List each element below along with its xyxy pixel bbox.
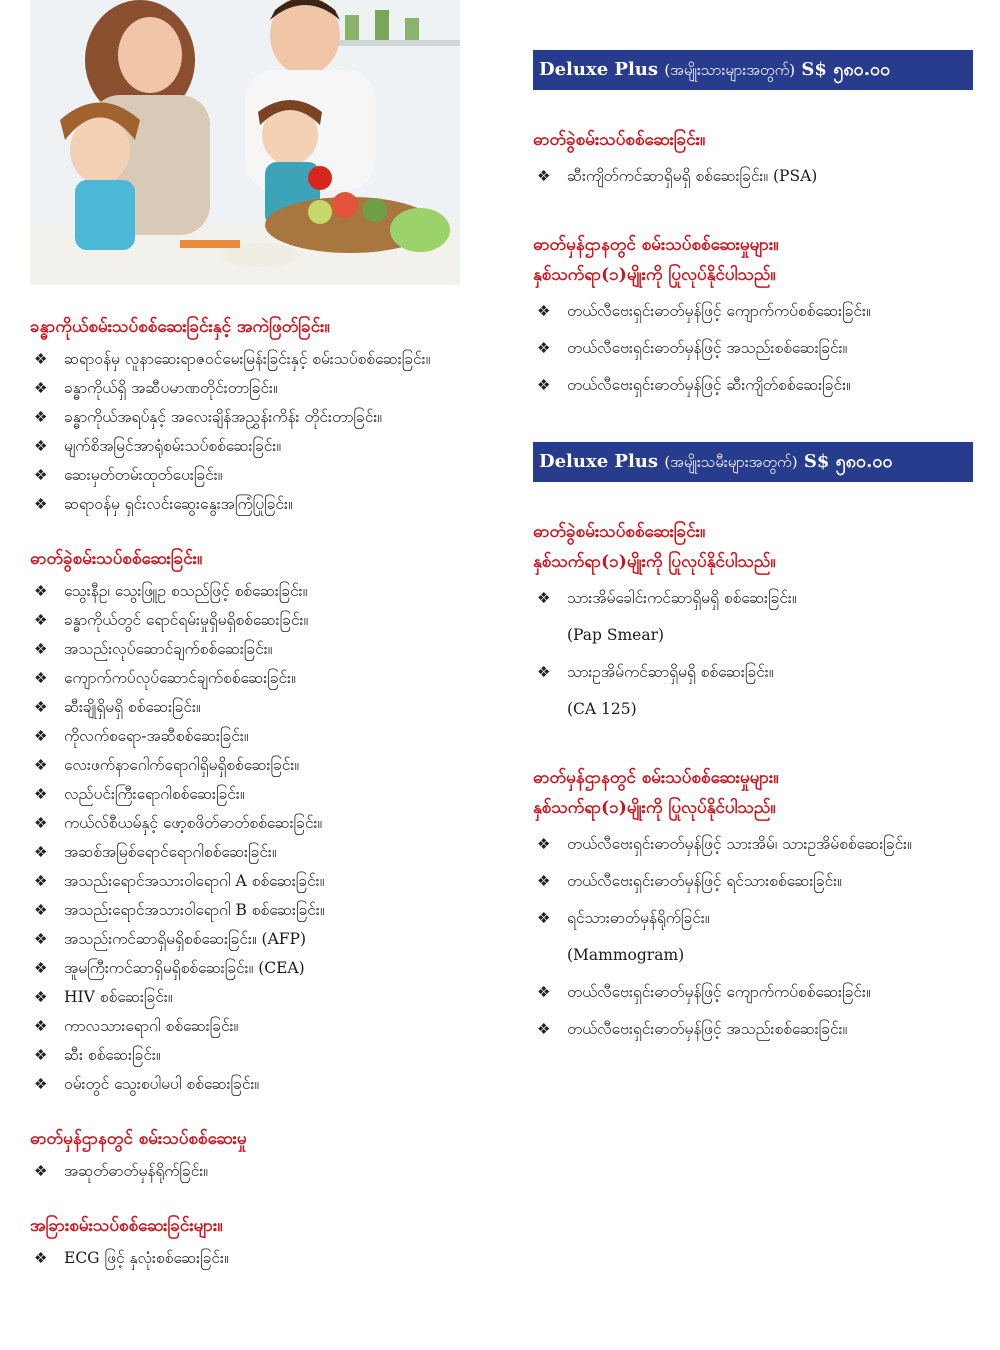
list-item xyxy=(533,654,973,691)
item-text: ဆီးကျိတ်ကင်ဆာရှိမရှိ စစ်ဆေးခြင်း။ (PSA) xyxy=(567,167,818,185)
item-text: လည်ပင်းကြီးရောဂါစစ်ဆေးခြင်း။ xyxy=(64,785,245,803)
female-package-banner xyxy=(533,442,973,482)
spacer xyxy=(533,90,973,128)
spacer xyxy=(533,195,973,233)
item-text: ဆရာဝန်မှ ရှင်းလင်းဆွေးနွေးအကြံပြုခြင်း။ xyxy=(64,495,293,513)
item-text: ကယ်လ်စီယမ်နှင့် ဖော့စဖိတ်ဓာတ်စစ်ဆေးခြင်း။ xyxy=(64,814,323,832)
section-subheading: နှစ်သက်ရာ(၁)မျိုးကို ပြုလုပ်နိုင်ပါသည်။ xyxy=(533,798,776,818)
list-item xyxy=(30,345,460,374)
item-text: အူမကြီးကင်ဆာရှိမရှိစစ်ဆေးခြင်း။ (CEA) xyxy=(64,959,305,977)
bullet-icon: ❖ xyxy=(537,167,551,185)
bullet-icon: ❖ xyxy=(34,727,48,745)
bullet-icon: ❖ xyxy=(34,785,48,803)
bullet-icon: ❖ xyxy=(34,1249,48,1267)
bullet-icon: ❖ xyxy=(34,901,48,919)
item-note: (Mammogram) xyxy=(567,946,685,964)
package-price: S$ ၅၈၀.၀၀ xyxy=(801,59,891,80)
list-item xyxy=(533,158,973,195)
family-photo-illustration xyxy=(30,0,460,285)
package-title: Deluxe Plus xyxy=(539,451,659,472)
bullet-icon: ❖ xyxy=(34,756,48,774)
list-item xyxy=(30,1041,460,1070)
list-item xyxy=(30,867,460,896)
bullet-icon: ❖ xyxy=(34,959,48,977)
section-heading: ဓာတ်ခွဲစမ်းသပ်စစ်ဆေးခြင်း။ xyxy=(533,522,706,542)
item-text: တယ်လီဗေးရှင်းဓာတ်မှန်ဖြင့် ရင်သားစစ်ဆေးခြင်း။ xyxy=(567,872,842,890)
section-heading: ဓာတ်မှန်ဌာနတွင် စမ်းသပ်စစ်ဆေးမှုများ။ xyxy=(533,768,779,788)
list-item xyxy=(30,374,460,403)
item-text: တယ်လီဗေးရှင်းဓာတ်မှန်ဖြင့် သားအိမ်၊ သားဥအိမ်စစ်ဆေးခြင်း။ xyxy=(567,835,912,853)
bullet-icon: ❖ xyxy=(34,640,48,658)
list-item xyxy=(30,664,460,693)
item-text: အသည်းရောင်အသားဝါရောဂါ B စစ်ဆေးခြင်း။ xyxy=(64,901,325,919)
bullet-icon: ❖ xyxy=(34,843,48,861)
section-heading: ဓာတ်ခွဲစမ်းသပ်စစ်ဆေးခြင်း။ xyxy=(30,549,203,569)
item-text: အဆစ်အမြစ်ရောင်ရောဂါစစ်ဆေးခြင်း။ xyxy=(64,843,277,861)
item-text: ဆီးချိုရှိမရှိ စစ်ဆေးခြင်း။ xyxy=(64,698,201,716)
section-heading: ဓာတ်မှန်ဌာနတွင် စမ်းသပ်စစ်ဆေးမှုများ။ xyxy=(533,235,779,255)
section-subheading: နှစ်သက်ရာ(၁)မျိုးကို ပြုလုပ်နိုင်ပါသည်။ xyxy=(533,265,776,285)
bullet-icon: ❖ xyxy=(34,698,48,716)
list-item xyxy=(533,974,973,1011)
list-item xyxy=(30,983,460,1012)
item-note: (CA 125) xyxy=(567,700,637,718)
bullet-icon: ❖ xyxy=(537,589,551,607)
item-text: ဆရာဝန်မှ လူနာဆေးရာဇဝင်မေးမြန်းခြင်းနှင့် စမ်းသပ်စစ်ဆေးခြင်း။ xyxy=(64,350,431,368)
spacer xyxy=(533,728,973,766)
list-item xyxy=(30,1244,460,1273)
item-text: တယ်လီဗေးရှင်းဓာတ်မှန်ဖြင့် ကျောက်ကပ်စစ်ဆေးခြင်း။ xyxy=(567,983,871,1001)
bullet-icon: ❖ xyxy=(537,872,551,890)
physical-exam-section xyxy=(30,315,460,519)
list-item xyxy=(30,722,460,751)
list-item xyxy=(30,838,460,867)
package-title: Deluxe Plus xyxy=(539,59,659,80)
item-text: အဆုတ်ဓာတ်မှန်ရိုက်ခြင်း။ xyxy=(64,1162,208,1180)
list-item xyxy=(533,900,973,937)
item-text: ECG ဖြင့် နှလုံးစစ်ဆေးခြင်း။ xyxy=(64,1249,229,1267)
list-item xyxy=(533,863,973,900)
item-text: ခန္ဓာကိုယ်ရှိ အဆီပမာဏတိုင်းတာခြင်း။ xyxy=(64,379,278,397)
section-subheading: နှစ်သက်ရာ(၁)မျိုးကို ပြုလုပ်နိုင်ပါသည်။ xyxy=(533,552,776,572)
section-heading: အခြားစမ်းသပ်စစ်ဆေးခြင်းများ။ xyxy=(30,1216,223,1236)
item-text: အသည်းရောင်အသားဝါရောဂါ A စစ်ဆေးခြင်း။ xyxy=(64,872,325,890)
bullet-icon: ❖ xyxy=(34,437,48,455)
bullet-icon: ❖ xyxy=(34,930,48,948)
list-item xyxy=(30,780,460,809)
item-text: ခန္ဓာကိုယ်တွင် ရောင်ရမ်းမှုရှိမရှိစစ်ဆေးခြင်း။ xyxy=(64,611,309,629)
bullet-icon: ❖ xyxy=(537,1020,551,1038)
section-heading: ဓာတ်ခွဲစမ်းသပ်စစ်ဆေးခြင်း။ xyxy=(533,130,706,150)
lab-tests-section xyxy=(30,547,460,1099)
item-text: အသည်းလုပ်ဆောင်ချက်စစ်ဆေးခြင်း။ xyxy=(64,640,273,658)
other-tests-section xyxy=(30,1214,460,1273)
item-text: သားဥအိမ်ကင်ဆာရှိမရှိ စစ်ဆေးခြင်း။ xyxy=(567,663,774,681)
list-item xyxy=(533,1011,973,1048)
list-item xyxy=(533,826,973,863)
bullet-icon: ❖ xyxy=(34,814,48,832)
bullet-icon: ❖ xyxy=(34,408,48,426)
right-column xyxy=(533,50,973,1048)
list-item xyxy=(30,432,460,461)
list-item xyxy=(30,635,460,664)
bullet-icon: ❖ xyxy=(34,1017,48,1035)
item-text: တယ်လီဗေးရှင်းဓာတ်မှန်ဖြင့် ကျောက်ကပ်စစ်ဆေးခြင်း။ xyxy=(567,302,871,320)
bullet-icon: ❖ xyxy=(34,582,48,600)
package-audience: (အမျိုးသမီးများအတွက်) xyxy=(664,453,798,471)
list-item xyxy=(30,1012,460,1041)
bullet-icon: ❖ xyxy=(34,669,48,687)
list-item xyxy=(30,896,460,925)
male-package-banner xyxy=(533,50,973,90)
list-item xyxy=(30,1157,460,1186)
item-text: ဆေးမှတ်တမ်းထုတ်ပေးခြင်း။ xyxy=(64,466,223,484)
bullet-icon: ❖ xyxy=(537,376,551,394)
list-item xyxy=(533,293,973,330)
bullet-icon: ❖ xyxy=(34,495,48,513)
item-text: တယ်လီဗေးရှင်းဓာတ်မှန်ဖြင့် အသည်းစစ်ဆေးခြင်း။ xyxy=(567,1020,848,1038)
list-item xyxy=(30,461,460,490)
list-item xyxy=(533,330,973,367)
bullet-icon: ❖ xyxy=(537,663,551,681)
list-item xyxy=(30,490,460,519)
item-text: ဝမ်းတွင် သွေးစပါမပါ စစ်ဆေးခြင်း။ xyxy=(64,1075,260,1093)
family-cooking-photo xyxy=(30,0,460,285)
list-item xyxy=(30,403,460,432)
left-column xyxy=(30,315,460,1301)
spacer xyxy=(533,404,973,442)
bullet-icon: ❖ xyxy=(34,1075,48,1093)
list-item xyxy=(533,367,973,404)
bullet-icon: ❖ xyxy=(34,1046,48,1064)
bullet-icon: ❖ xyxy=(537,835,551,853)
xray-section xyxy=(30,1127,460,1186)
item-text: ကာလသားရောဂါ စစ်ဆေးခြင်း။ xyxy=(64,1017,239,1035)
list-item xyxy=(533,580,973,617)
list-item xyxy=(30,809,460,838)
item-text: လေးဖက်နာဂေါက်ရောဂါရှိမရှိစစ်ဆေးခြင်း။ xyxy=(64,756,300,774)
bullet-icon: ❖ xyxy=(34,379,48,397)
list-item xyxy=(30,925,460,954)
item-text: ခန္ဓာကိုယ်အရပ်နှင့် အလေးချိန်အညွှန်းကိန်း တိုင်းတာခြင်း။ xyxy=(64,408,382,426)
bullet-icon: ❖ xyxy=(34,611,48,629)
item-text: ဆီး စစ်ဆေးခြင်း။ xyxy=(64,1046,161,1064)
item-text: ကျောက်ကပ်လုပ်ဆောင်ချက်စစ်ဆေးခြင်း။ xyxy=(64,669,296,687)
section-heading: ခန္ဓာကိုယ်စမ်းသပ်စစ်ဆေးခြင်းနှင့် အကဲဖြတ်ခြင်း။ xyxy=(30,317,330,337)
bullet-icon: ❖ xyxy=(34,350,48,368)
bullet-icon: ❖ xyxy=(537,302,551,320)
item-text: HIV စစ်ဆေးခြင်း။ xyxy=(64,988,173,1006)
item-text: သွေးနီဥ၊ သွေးဖြူဥ စသည်ဖြင့် စစ်ဆေးခြင်း။ xyxy=(64,582,308,600)
item-text: ရင်သားဓာတ်မှန်ရိုက်ခြင်း။ xyxy=(567,909,710,927)
bullet-icon: ❖ xyxy=(537,983,551,1001)
item-text: တယ်လီဗေးရှင်းဓာတ်မှန်ဖြင့် ဆီးကျိတ်စစ်ဆေးခြင်း။ xyxy=(567,376,851,394)
section-heading: ဓာတ်မှန်ဌာနတွင် စမ်းသပ်စစ်ဆေးမှု xyxy=(30,1129,247,1149)
list-item xyxy=(30,606,460,635)
list-item xyxy=(30,577,460,606)
package-audience: (အမျိုးသားများအတွက်) xyxy=(664,61,796,79)
bullet-icon: ❖ xyxy=(34,1162,48,1180)
spacer xyxy=(533,482,973,520)
item-text: သားအိမ်ခေါင်းကင်ဆာရှိမရှိ စစ်ဆေးခြင်း။ xyxy=(567,589,797,607)
item-text: အသည်းကင်ဆာရှိမရှိစစ်ဆေးခြင်း။ (AFP) xyxy=(64,930,307,948)
list-item xyxy=(30,1070,460,1099)
list-item xyxy=(30,954,460,983)
bullet-icon: ❖ xyxy=(34,466,48,484)
bullet-icon: ❖ xyxy=(537,909,551,927)
bullet-icon: ❖ xyxy=(537,339,551,357)
bullet-icon: ❖ xyxy=(34,988,48,1006)
item-note: (Pap Smear) xyxy=(567,626,665,644)
package-price: S$ ၅၈၀.၀၀ xyxy=(803,451,893,472)
item-text: မျက်စိအမြင်အာရုံစမ်းသပ်စစ်ဆေးခြင်း။ xyxy=(64,437,282,455)
list-item xyxy=(30,693,460,722)
item-text: ကိုလက်စရော-အဆီစစ်ဆေးခြင်း။ xyxy=(64,727,249,745)
item-text: တယ်လီဗေးရှင်းဓာတ်မှန်ဖြင့် အသည်းစစ်ဆေးခြင်း။ xyxy=(567,339,848,357)
list-item xyxy=(30,751,460,780)
bullet-icon: ❖ xyxy=(34,872,48,890)
